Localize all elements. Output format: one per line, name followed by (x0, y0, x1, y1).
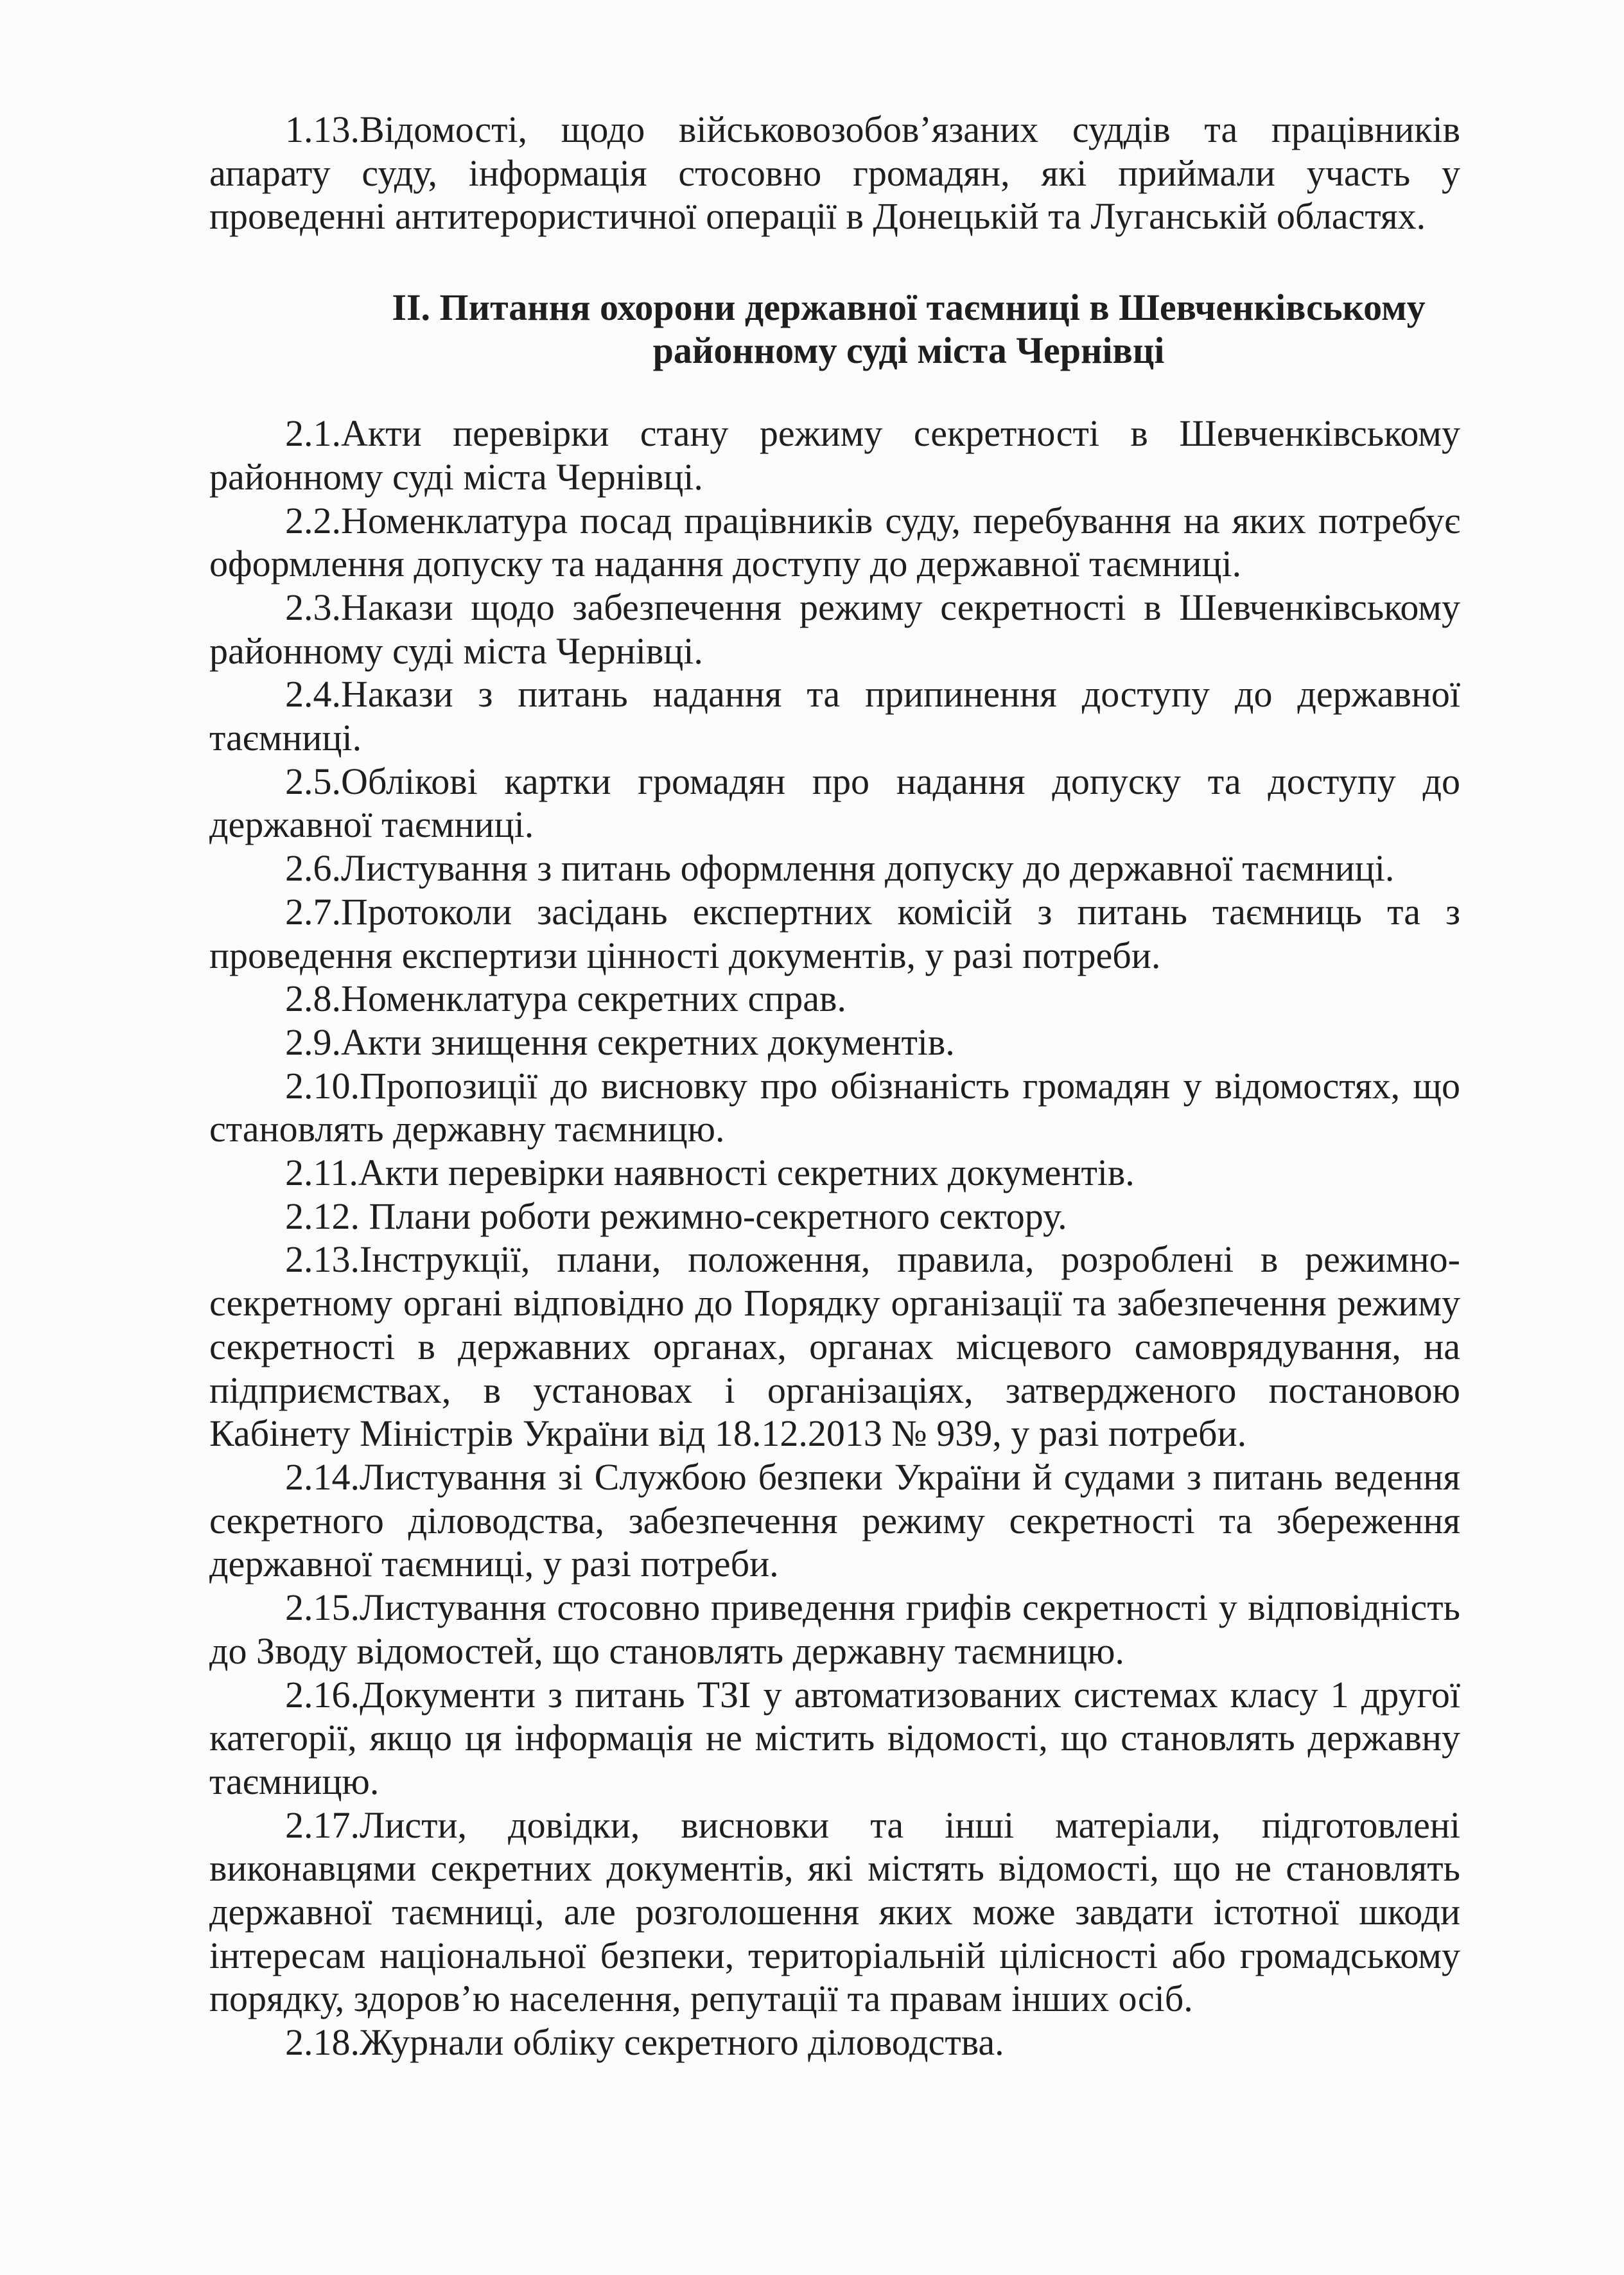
list-item: 2.9.Акти знищення секретних документів. (285, 1021, 955, 1063)
list-item: 2.2.Номенклатура посад працівників суду, перебування на яких потребує оформлення допуску та надання доступу до державної таємниці. (209, 499, 1460, 585)
list-item: 2.11.Акти перевірки наявності секретних документів. (285, 1152, 1135, 1194)
list-item: 2.16.Документи з питань ТЗІ у автоматизованих системах класу 1 другої категорії, якщо ця інформація не містить відомості, що становлять державну таємницю. (209, 1673, 1460, 1802)
list-item: 2.1.Акти перевірки стану режиму секретності в Шевченківському районному суді міста Чернівці. (209, 412, 1460, 498)
section-2-heading-line1: ІІ. Питання охорони державної таємниці в Шевченківському (392, 286, 1426, 329)
list-item: 2.5.Облікові картки громадян про надання допуску та доступу до державної таємниці. (209, 760, 1460, 846)
list-item: 2.8.Номенклатура секретних справ. (285, 978, 846, 1020)
list-item: 2.3.Накази щодо забезпечення режиму секретності в Шевченківському районному суді міста Чернівці. (209, 586, 1460, 672)
list-item: 2.4.Накази з питань надання та припинення доступу до державної таємниці. (209, 673, 1460, 759)
list-item: 2.14.Листування зі Службою безпеки України й судами з питань ведення секретного діловодства, забезпечення режиму секретності та збереження державної таємниці, у разі потреби. (209, 1455, 1460, 1585)
list-item: 2.13.Інструкції, плани, положення, правила, розроблені в режимно-секретному органі відповідно до Порядку організації та забезпечення режиму секретності в державних органах, органах місцевого самоврядування, на підприємствах, в установах і організаціях, затвердженого постановою Кабінету Міністрів України від 18.12.2013 № 939, у разі потреби. (209, 1238, 1460, 1455)
list-item: 2.6.Листування з питань оформлення допуску до державної таємниці. (285, 847, 1395, 890)
list-item: 2.10.Пропозиції до висновку про обізнаність громадян у відомостях, що становлять державну таємницю. (209, 1064, 1460, 1150)
document-page (209, 108, 1460, 2064)
list-item: 2.18.Журнали обліку секретного діловодства. (285, 2021, 1004, 2064)
section-2-heading (209, 286, 1460, 372)
list-item: 2.17.Листи, довідки, висновки та інші матеріали, підготовлені виконавцями секретних документів, які містять відомості, що не становлять державної таємниці, але розголошення яких може завдати істотної шкоди інтересам національної безпеки, територіальній цілісності або громадському порядку, здоров’ю населення, репутації та правам інших осіб. (209, 1804, 1460, 2020)
list-item: 2.12. Плани роботи режимно-секретного сектору. (285, 1195, 1067, 1237)
section-2-heading-line2: районному суді міста Чернівці (652, 329, 1165, 372)
list-item: 2.7.Протоколи засідань експертних комісій з питань таємниць та з проведення експертизи цінності документів, у разі потреби. (209, 890, 1460, 976)
paragraph-1-13: 1.13.Відомості, щодо військовозобов’язаних суддів та працівників апарату суду, інформація стосовно громадян, які приймали участь у проведенні антитерористичної операції в Донецькій та Луганській областях. (209, 109, 1460, 238)
list-item: 2.15.Листування стосовно приведення грифів секретності у відповідність до Зводу відомостей, що становлять державну таємницю. (209, 1586, 1460, 1672)
section-2-items (209, 412, 1460, 2064)
